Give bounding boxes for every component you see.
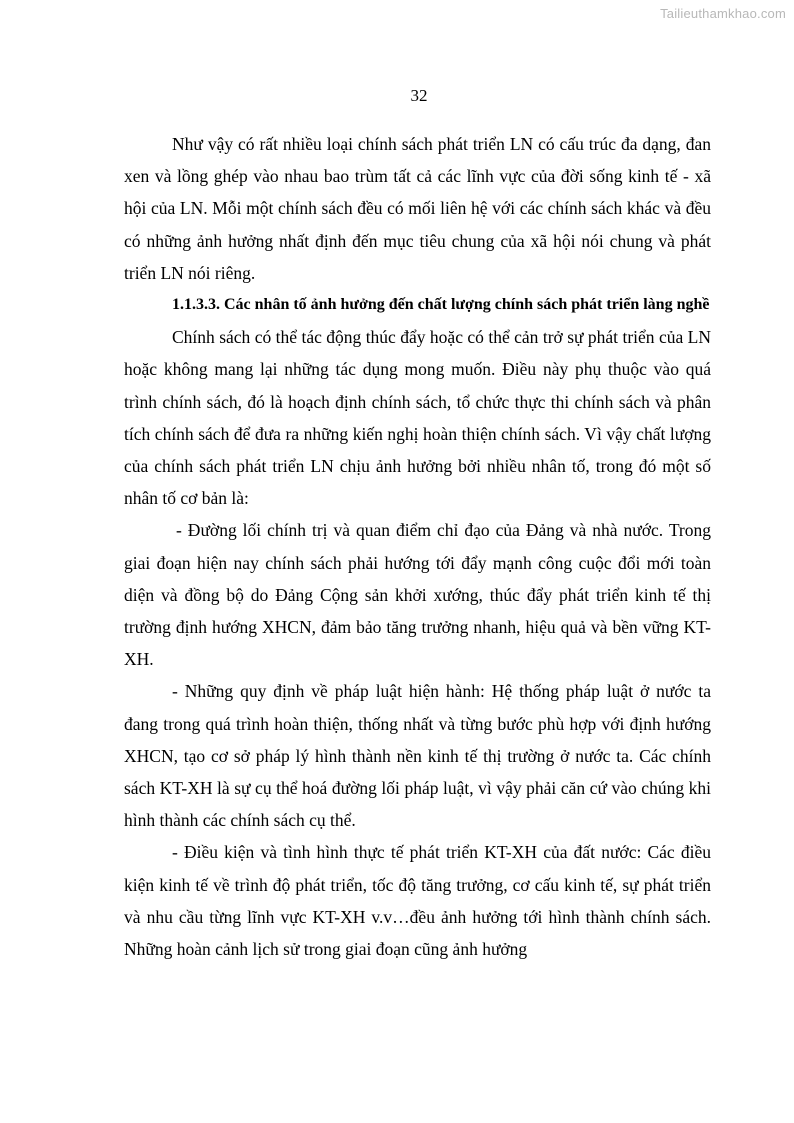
section-heading: 1.1.3.3. Các nhân tố ảnh hưởng đến chất lượng chính sách phát triển làng nghề <box>172 296 710 314</box>
paragraph-socioeconomic-conditions: - Điều kiện và tình hình thực tế phát triển KT-XH của đất nước: Các điều kiện kinh tế về trình độ phát triển, tốc độ tăng trưởng, cơ cấu kinh tế, sự phát triển và nhu cầu từng lĩnh vực KT-XH v.v…đều ảnh hưởng tới hình thành chính sách. Những hoàn cảnh lịch sử trong giai đoạn cũng ảnh hưởng <box>124 842 711 960</box>
watermark: Tailieuthamkhao.com <box>660 6 786 21</box>
paragraph-political-line: - Đường lối chính trị và quan điểm chỉ đạo của Đảng và nhà nước. Trong giai đoạn hiện nay chính sách phải hướng tới đẩy mạnh công cuộc đổi mới toàn diện và đồng bộ do Đảng Cộng sản khởi xướng, thúc đẩy phát triển kinh tế thị trường định hướng XHCN, đảm bảo tăng trưởng nhanh, hiệu quả và bền vững KT-XH. <box>124 520 711 670</box>
page-number: 32 <box>410 86 428 105</box>
paragraph-legal-regulations: - Những quy định về pháp luật hiện hành: Hệ thống pháp luật ở nước ta đang trong quá trình hoàn thiện, thống nhất và từng bước phù hợp với định hướng XHCN, tạo cơ sở pháp lý hình thành nền kinh tế thị trường ở nước ta. Các chính sách KT-XH là sự cụ thể hoá đường lối pháp luật, vì vậy phải căn cứ vào chúng khi hình thành các chính sách cụ thể. <box>124 681 711 831</box>
paragraph-policy-factors: Chính sách có thể tác động thúc đẩy hoặc có thể cản trở sự phát triển của LN hoặc không mang lại những tác dụng mong muốn. Điều này phụ thuộc vào quá trình chính sách, đó là hoạch định chính sách, tổ chức thực thi chính sách và phân tích chính sách để đưa ra những kiến nghị hoàn thiện chính sách. Vì vậy chất lượng của chính sách phát triển LN chịu ảnh hưởng bởi nhiều nhân tố, trong đó một số nhân tố cơ bản là: <box>124 327 711 509</box>
paragraph-policy-overview: Như vậy có rất nhiều loại chính sách phát triển LN có cấu trúc đa dạng, đan xen và lồng ghép vào nhau bao trùm tất cả các lĩnh vực của đời sống kinh tế - xã hội của LN. Mỗi một chính sách đều có mối liên hệ với các chính sách khác và đều có những ảnh hưởng nhất định đến mục tiêu chung của xã hội nói chung và phát triển LN nói riêng. <box>124 134 711 283</box>
document-body <box>124 128 711 965</box>
